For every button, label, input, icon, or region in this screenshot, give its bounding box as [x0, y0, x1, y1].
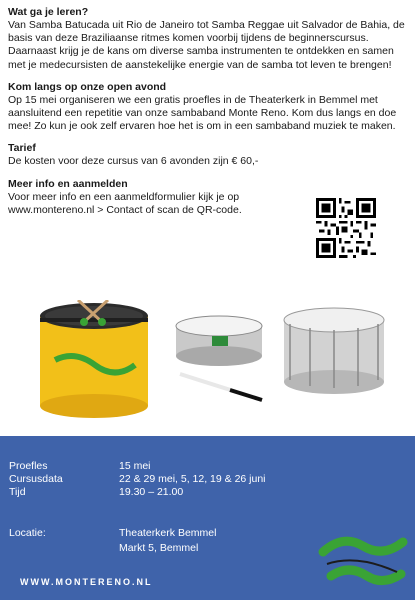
website-link[interactable]: WWW.MONTERENO.NL: [20, 577, 153, 587]
info-footer: [0, 436, 415, 600]
info-value: Markt 5, Bemmel: [119, 542, 199, 554]
content-area: [8, 6, 408, 226]
section-body-more-info: Voor meer info en een aanmeldformulier kijk je op www.montereno.nl > Contact of scan de QR-code.: [8, 190, 242, 216]
snare-drum-icon: [284, 308, 384, 394]
section-body-tarief: De kosten voor deze cursus van 6 avonden zijn € 60,-: [8, 155, 259, 168]
info-row-proefles: [9, 460, 151, 473]
section-title-learn: Wat ga je leren?: [8, 6, 89, 18]
info-value: Theaterkerk Bemmel: [119, 527, 217, 539]
tamborim-drum-icon: [176, 316, 262, 400]
info-label: Cursusdata: [9, 473, 63, 485]
surdo-drum-icon: [40, 300, 148, 418]
monte-reno-logo-icon: [317, 526, 409, 596]
info-value: 15 mei: [119, 460, 151, 472]
tarief-block: [8, 142, 298, 217]
info-row-locatie: [9, 527, 216, 540]
info-value: 19.30 – 21.00: [119, 486, 184, 498]
info-label: Tijd: [9, 486, 26, 498]
drums-illustration: [0, 300, 415, 420]
section-body-learn: Van Samba Batucada uit Rio de Janeiro tot Samba Reggae uit Salvador de Bahia, de basis van deze Braziliaanse ritmes komen voorbij tijdens de beginnerscursus. Daarnaast krijg je de kans om diverse samba instrumenten te ontdekken en samen met je medecursisten de aanstekelijke energie van de samba tot leven te brengen!: [8, 19, 405, 71]
info-label: Locatie:: [9, 527, 46, 539]
info-row-address: [9, 542, 198, 555]
info-row-cursusdata: [9, 473, 266, 486]
info-row-tijd: [9, 486, 183, 499]
qr-code-icon[interactable]: [316, 198, 376, 258]
section-title-open-evening: Kom langs op onze open avond: [8, 80, 167, 93]
section-title-more-info: Meer info en aanmelden: [8, 177, 128, 190]
info-label: Proefles: [9, 460, 48, 472]
section-body-open-evening: Op 15 mei organiseren we een gratis proefles in de Theaterkerk in Bemmel met aansluitend een repetitie van onze sambaband Monte Reno. Kom dus langs en doe mee! Zo kun je ook zelf ervaren hoe het is om in een sambaband muziek te maken.: [8, 93, 397, 133]
section-title-tarief: Tarief: [8, 142, 36, 155]
info-value: 22 & 29 mei, 5, 12, 19 & 26 juni: [119, 473, 266, 485]
